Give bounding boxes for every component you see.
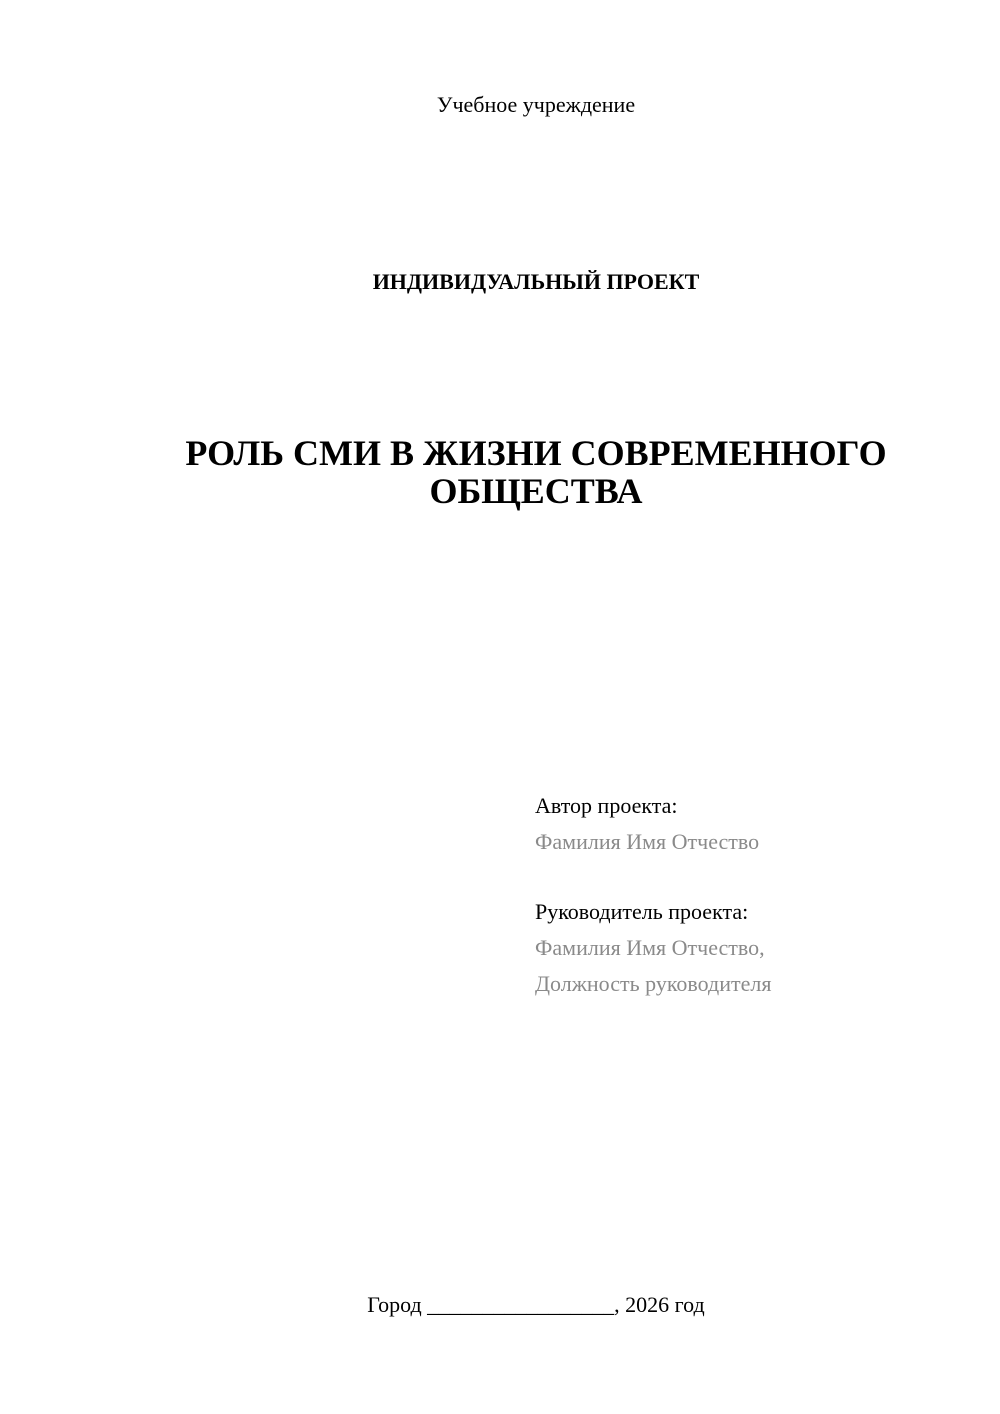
document-type: ИНДИВИДУАЛЬНЫЙ ПРОЕКТ xyxy=(372,269,700,294)
supervisor-name: Фамилия Имя Отчество, xyxy=(535,935,765,960)
project-title xyxy=(0,434,1000,510)
author-label: Автор проекта: xyxy=(535,793,678,818)
project-title-line-2: ОБЩЕСТВА xyxy=(429,471,643,511)
author-name: Фамилия Имя Отчество xyxy=(535,829,760,854)
supervisor-label: Руководитель проекта: xyxy=(535,899,749,924)
credits-block xyxy=(535,788,975,1002)
supervisor-position: Должность руководителя xyxy=(535,971,772,996)
institution-name: Учебное учреждение xyxy=(436,92,636,117)
city-year-line: Город _________________, 2026 год xyxy=(367,1292,705,1317)
project-title-line-1: РОЛЬ СМИ В ЖИЗНИ СОВРЕМЕННОГО xyxy=(185,433,887,473)
credits-spacer xyxy=(535,860,975,894)
